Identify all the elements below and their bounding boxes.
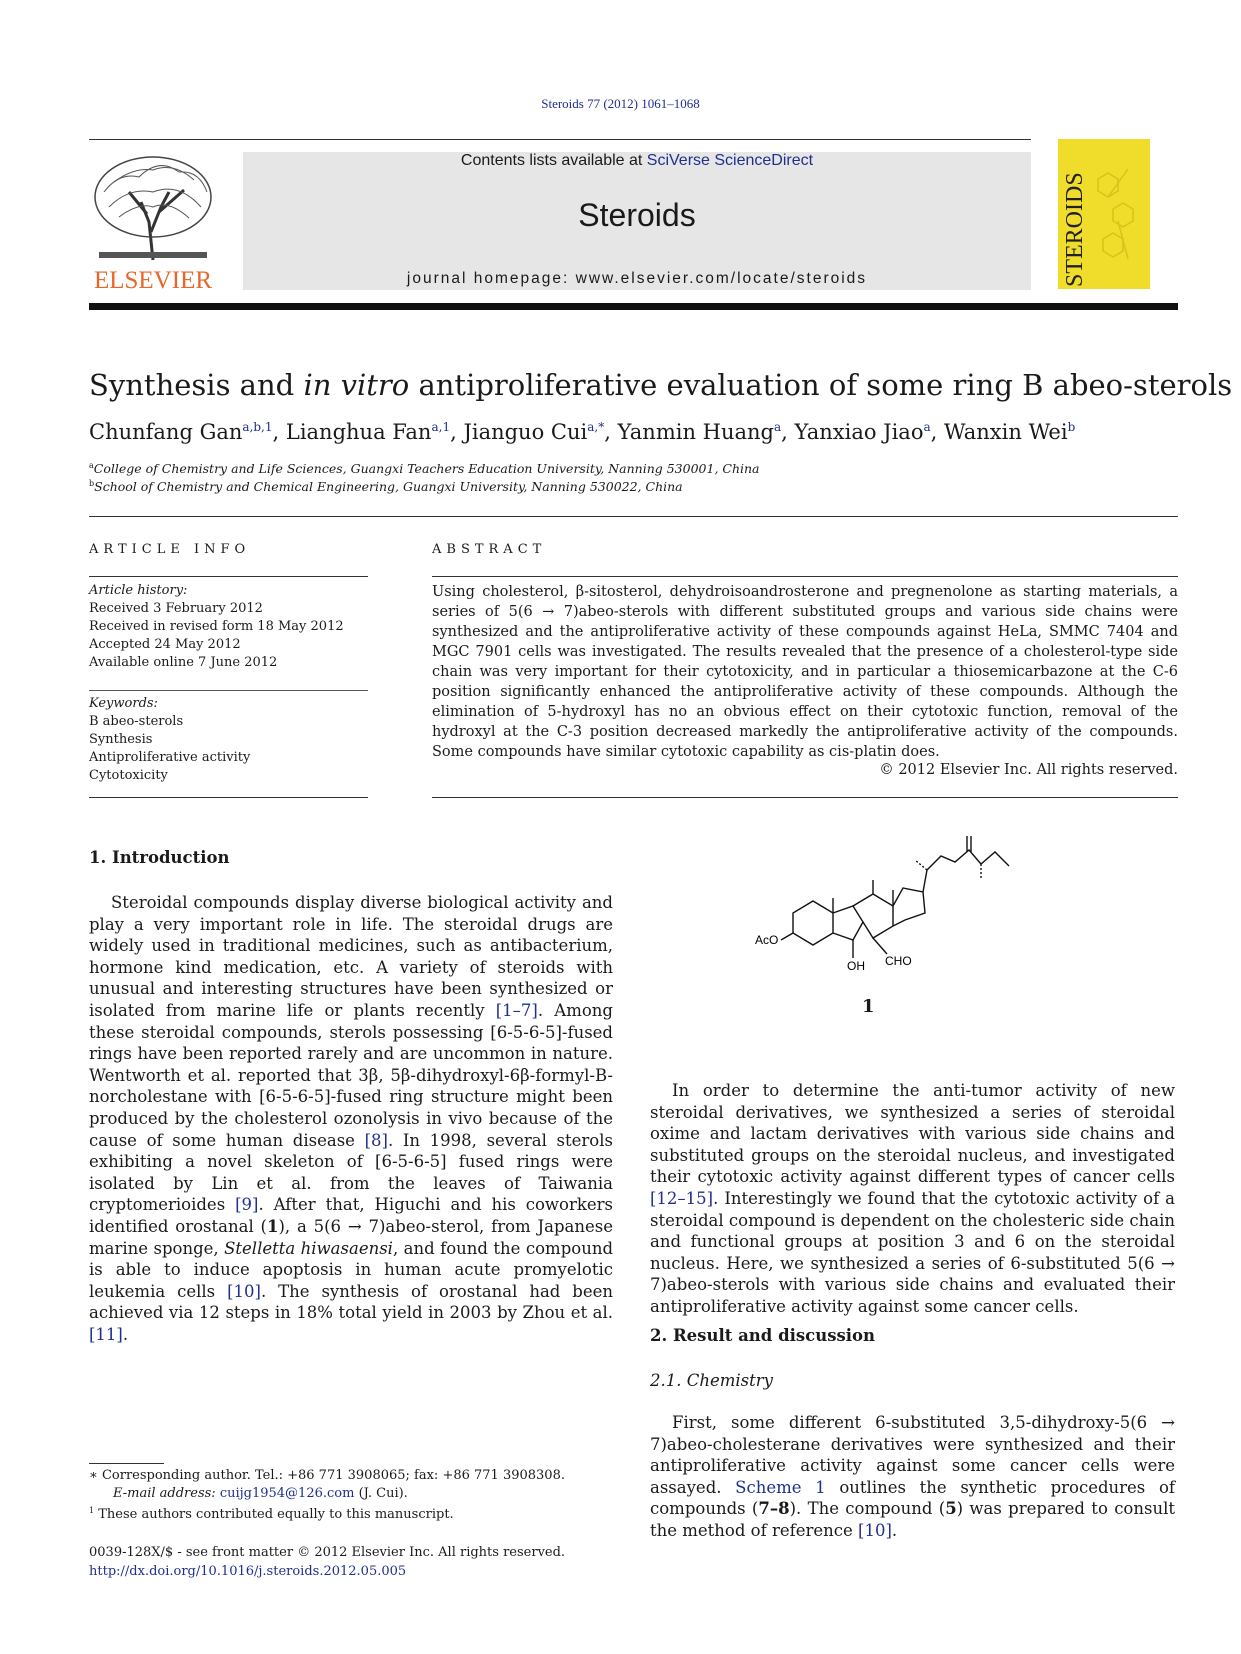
citation-link[interactable]: [9] xyxy=(235,1195,259,1215)
abstract-copyright: © 2012 Elsevier Inc. All rights reserved. xyxy=(879,762,1178,778)
footnote-rule xyxy=(89,1463,164,1464)
journal-citation[interactable]: Steroids 77 (2012) 1061–1068 xyxy=(541,96,700,111)
chemistry-paragraph xyxy=(650,1412,1175,1542)
author-separator: , xyxy=(272,420,286,444)
author-affiliation-mark[interactable]: a,* xyxy=(587,420,605,434)
footnote-mark: 1 xyxy=(89,1506,95,1515)
intro-paragraph-2 xyxy=(650,1080,1175,1318)
contents-line xyxy=(243,152,1031,170)
elsevier-wordmark: ELSEVIER xyxy=(93,267,213,294)
author-separator: , xyxy=(930,420,944,444)
text-run: . xyxy=(122,1324,129,1344)
author-separator: , xyxy=(604,420,618,444)
doi-link[interactable]: http://dx.doi.org/10.1016/j.steroids.2012.05.005 xyxy=(89,1564,407,1579)
keywords-label: Keywords: xyxy=(89,696,158,711)
elsevier-logo xyxy=(89,152,217,292)
species-name: Stelletta hiwasaensi xyxy=(224,1238,393,1258)
history-label: Article history: xyxy=(89,583,188,598)
citation-link[interactable]: [10] xyxy=(858,1520,892,1540)
corresponding-author-note: ∗ Corresponding author. Tel.: +86 771 3908065; fax: +86 771 3908308. xyxy=(89,1468,565,1483)
divider xyxy=(432,576,1178,577)
header-thick-rule xyxy=(89,303,1178,310)
email-link[interactable]: cuijg1954@126.com xyxy=(219,1486,355,1501)
history-item: Available online 7 June 2012 xyxy=(89,655,278,670)
text-run: In order to determine the anti-tumor activity of new steroidal derivatives, we synthesized a series of steroidal oxime and lactam derivatives with various side chains and substituted groups on the steroidal nucleus, and investigated their cytotoxic activity against different types of cancer cells xyxy=(650,1081,1175,1187)
citation-link[interactable]: [11] xyxy=(89,1324,123,1344)
compound-number: 1 xyxy=(266,1216,279,1236)
structure-oh-label: OH xyxy=(847,959,865,973)
author-separator: , xyxy=(450,420,464,444)
citation-link[interactable]: [8] xyxy=(364,1130,388,1150)
email-label: E-mail address: xyxy=(113,1486,220,1501)
journal-homepage[interactable]: journal homepage: www.elsevier.com/locate/steroids xyxy=(406,270,868,287)
structure-cho-label: CHO xyxy=(885,954,912,968)
history-item: Accepted 24 May 2012 xyxy=(89,637,241,652)
affiliation-text: School of Chemistry and Chemical Engineering, Guangxi University, Nanning 530022, China xyxy=(94,479,683,494)
text-run: ), a 5(6 → 7)abeo-sterol, from Japanese marine sponge, xyxy=(89,1216,613,1258)
author-affiliation-mark[interactable]: a,1 xyxy=(431,420,451,434)
sciencedirect-link[interactable]: SciVerse ScienceDirect xyxy=(646,152,814,169)
divider xyxy=(89,576,368,577)
text-run: First, some different 6-substituted 3,5-dihydroxy-5(6 → 7)abeo-cholesterane derivatives were synthesized and their antiproliferative activity against some cancer cells were assayed. xyxy=(650,1413,1175,1497)
article-history xyxy=(89,582,344,672)
text-run: These authors contributed equally to this manuscript. xyxy=(98,1507,454,1522)
affiliation-text: College of Chemistry and Life Sciences, Guangxi Teachers Education University, Nanning 530001, China xyxy=(93,461,760,476)
email-note xyxy=(113,1486,408,1501)
structure-aco-label: AcO xyxy=(755,933,779,947)
text-run: . Among these steroidal compounds, sterols possessing [6-5-6-5]-fused rings have been reported rarely and are uncommon in nature. Wentworth et al. reported that 3β, 5β-dihydroxyl-6β-formyl-B-norcholestane with [6-5-6-5]-fused ring structure might been produced by the cholesterol ozonolysis in vivo because of the cause of some human disease xyxy=(89,1000,613,1150)
keywords xyxy=(89,695,250,785)
author-affiliation-mark[interactable]: a xyxy=(923,420,931,434)
journal-name: Steroids xyxy=(578,197,696,233)
article-info-label: ARTICLE INFO xyxy=(89,542,251,557)
author-separator: , xyxy=(781,420,795,444)
scheme-link[interactable]: Scheme 1 xyxy=(735,1477,826,1497)
author-affiliation-mark[interactable]: a,b,1 xyxy=(242,420,273,434)
citation-link[interactable]: [10] xyxy=(227,1281,261,1301)
author-affiliation-mark[interactable]: a xyxy=(773,420,782,434)
keyword-item: Synthesis xyxy=(89,732,153,747)
title-part: antiproliferative evaluation of some ring B abeo-sterols xyxy=(409,368,1233,402)
text-run: ). The compound ( xyxy=(789,1499,946,1519)
divider xyxy=(89,797,368,798)
history-item: Received in revised form 18 May 2012 xyxy=(89,619,344,634)
affiliation-mark: b xyxy=(89,479,95,488)
title-part: Synthesis and xyxy=(89,368,304,402)
abstract-label: ABSTRACT xyxy=(432,542,547,557)
compound-number: 7–8 xyxy=(758,1499,790,1519)
text-run: . Interestingly we found that the cytotoxic activity of a steroidal compound is dependent on the cholesteric side chain and functional groups at position 3 and 6 on the steroidal nucleus. Here, we synthesized a series of 6-substituted 5(6 → 7)abeo-sterols with various side chains and evaluated their antiproliferative activity against some cancer cells. xyxy=(650,1188,1175,1316)
introduction-paragraph xyxy=(89,892,613,1345)
compound-label: 1 xyxy=(862,996,875,1017)
author-name: Wanxin Wei xyxy=(944,420,1068,444)
text-run: (J. Cui). xyxy=(354,1486,408,1501)
author-name: Chunfang Gan xyxy=(89,420,243,444)
chemical-structure-1 xyxy=(755,840,1055,1030)
keyword-item: B abeo-sterols xyxy=(89,714,184,729)
title-italic: in vitro xyxy=(303,368,410,402)
chemistry-subheading: 2.1. Chemistry xyxy=(650,1371,773,1390)
contents-prefix: Contents lists available at xyxy=(460,152,647,169)
citation-link[interactable]: [12–15] xyxy=(650,1188,714,1208)
divider xyxy=(432,797,1178,798)
affiliation-mark: a xyxy=(89,461,94,470)
article-title xyxy=(89,368,1232,402)
text-run: , and found the compound is able to induce apoptosis in human acute promyelotic leukemia cells xyxy=(89,1238,614,1301)
issn-line: 0039-128X/$ - see front matter © 2012 Elsevier Inc. All rights reserved. xyxy=(89,1545,566,1560)
affiliation-b xyxy=(89,479,683,494)
history-item: Received 3 February 2012 xyxy=(89,601,263,616)
affiliation-a xyxy=(89,461,760,476)
text-run: ) was prepared to consult the method of reference xyxy=(650,1499,1175,1540)
text-run: . After that, Higuchi and his coworkers identified orostanal ( xyxy=(89,1195,613,1236)
text-run: outlines the synthetic procedures of compounds ( xyxy=(650,1477,1175,1519)
author-name: Jianguo Cui xyxy=(463,420,588,444)
text-run: . In 1998, several sterols exhibiting a novel skeleton of [6-5-6-5] fused rings were isolated by Lin et al. from the leaves of Taiwania cryptomerioides xyxy=(89,1130,613,1215)
divider xyxy=(89,516,1178,517)
header-rule xyxy=(89,139,1031,140)
results-heading: 2. Result and discussion xyxy=(650,1326,876,1345)
text-run: Steroidal compounds display diverse biological activity and play a very important role in life. The steroidal drugs are widely used in traditional medicines, such as antibacterium, hormone kind medication, etc. A variety of steroids with unusual and interesting structures have been synthesized or isolated from marine life or plants recently xyxy=(89,893,613,1020)
divider xyxy=(89,690,368,691)
journal-cover-thumbnail xyxy=(1058,139,1150,289)
abstract-text: Using cholesterol, β-sitosterol, dehydroisoandrosterone and pregnenolone as starting materials, a series of 5(6 → 7)abeo-sterols with different substituted groups and various side chains were synthesized and the antiproliferative activity of these compounds against HeLa, SMMC 7404 and MGC 7901 cells was investigated. The results revealed that the presence of a cholesterol-type side chain was very important for their cytotoxicity, and in particular a thiosemicarbazone at the C-6 position significantly enhanced the antiproliferative activity of these compounds. Although the elimination of 5-hydroxyl has no an obvious effect on their cytotoxic function, removal of the hydroxyl at the C-3 position decreased markedly the antiproliferative activity of the compounds. Some compounds have similar cytotoxic capability as cis-platin does. xyxy=(432,584,1178,760)
keyword-item: Cytotoxicity xyxy=(89,768,168,783)
author-name: Yanmin Huang xyxy=(617,420,774,444)
text-run: . The synthesis of orostanal had been achieved via 12 steps in 18% total yield in 2003 by Zhou et al. xyxy=(89,1281,613,1323)
citation-link[interactable]: [1–7] xyxy=(495,1000,538,1020)
equal-contribution-note xyxy=(89,1506,454,1522)
author-name: Yanxiao Jiao xyxy=(794,420,924,444)
keyword-item: Antiproliferative activity xyxy=(89,750,251,765)
cover-title: STEROIDS xyxy=(1062,172,1088,287)
introduction-heading: 1. Introduction xyxy=(89,848,230,867)
author-name: Lianghua Fan xyxy=(285,420,432,444)
text-run: . xyxy=(891,1520,898,1540)
author-list xyxy=(89,420,1075,444)
author-affiliation-mark[interactable]: b xyxy=(1067,420,1076,434)
compound-number: 5 xyxy=(945,1499,957,1519)
